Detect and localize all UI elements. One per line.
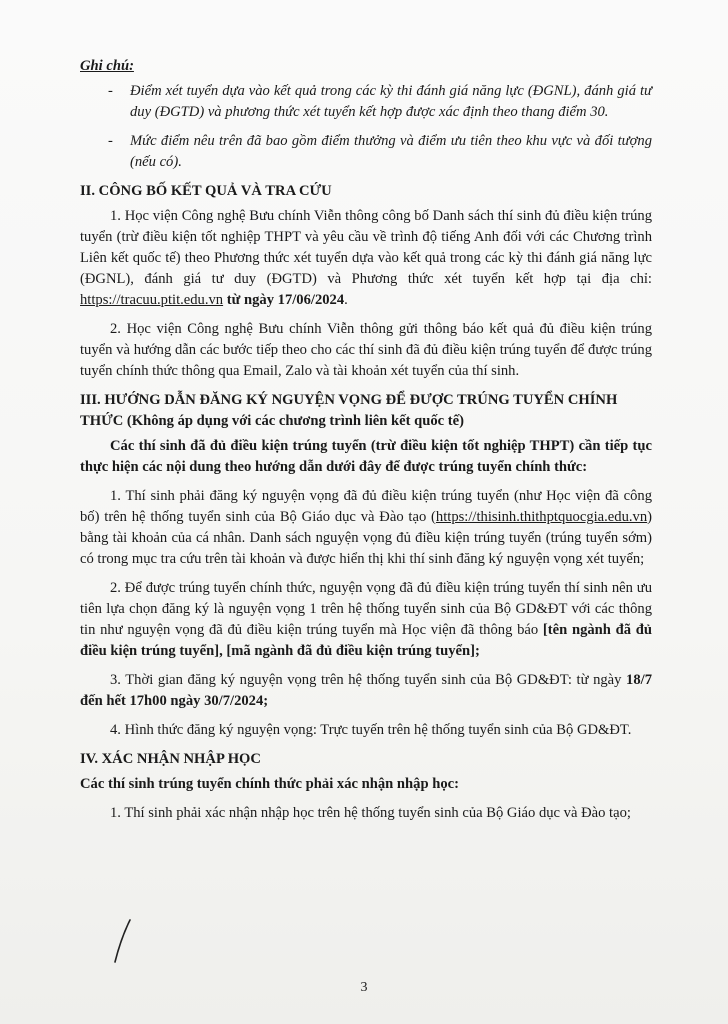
note-item-1	[80, 81, 652, 123]
section-3-paragraph-2	[80, 578, 652, 662]
s3-p2-text: 2. Để được trúng tuyển chính thức, nguyện vọng đã đủ điều kiện trúng tuyển thí sinh nên ưu tiên lựa chọn đăng ký là nguyện vọng 1 trên hệ thống tuyển sinh của Bộ GD&ĐT với các thông tin như nguyện vọng đã đủ điều kiện trúng tuyển mà Học viện đã thông báo	[80, 580, 652, 638]
section-4-intro: Các thí sinh trúng tuyển chính thức phải xác nhận nhập học:	[80, 776, 459, 792]
note-text-2: Mức điểm nêu trên đã bao gồm điểm thưởng và điểm ưu tiên theo khu vực và đối tượng (nếu có).	[130, 133, 652, 170]
tracuu-link[interactable]: https://tracuu.ptit.edu.vn	[80, 292, 224, 308]
section-2-paragraph-1	[80, 206, 652, 311]
section-4-paragraph-1: 1. Thí sinh phải xác nhận nhập học trên hệ thống tuyển sinh của Bộ Giáo dục và Đào tạo;	[110, 805, 631, 821]
page-number: 3	[360, 980, 368, 995]
s2-p1-end: .	[344, 292, 348, 308]
section-3-paragraph-3	[80, 670, 652, 712]
bullet-dash: -	[108, 133, 113, 149]
notes-title: Ghi chú:	[80, 58, 134, 74]
section-2-paragraph-2: 2. Học viện Công nghệ Bưu chính Viễn thông gửi thông báo kết quả đủ điều kiện trúng tuyển và hướng dẫn các bước tiếp theo cho các thí sinh đã đủ điều kiện trúng tuyển để được trúng tuyển chính thức thông qua Email, Zalo và tài khoản xét tuyển của thí sinh.	[80, 321, 652, 379]
thisinh-link[interactable]: https://thisinh.thithptquocgia.edu.vn	[435, 509, 648, 525]
s3-p2-bold1: [tên ngành đã đủ điều kiện trúng tuyển]	[80, 622, 652, 659]
s3-p2-sep: ,	[219, 643, 227, 659]
section-2-heading: II. CÔNG BỐ KẾT QUẢ VÀ TRA CỨU	[80, 183, 332, 199]
s3-p2-bold2: [mã ngành đã đủ điều kiện trúng tuyển]	[226, 643, 475, 659]
s2-p1-date: từ ngày 17/06/2024	[223, 292, 345, 308]
section-3-paragraph-4: 4. Hình thức đăng ký nguyện vọng: Trực tuyến trên hệ thống tuyển sinh của Bộ GD&ĐT.	[110, 722, 632, 738]
pen-mark-icon	[112, 918, 134, 964]
document-body	[80, 56, 652, 832]
s3-p2-end: ;	[474, 643, 480, 659]
s3-p3-text: 3. Thời gian đăng ký nguyện vọng trên hệ thống tuyển sinh của Bộ GD&ĐT: từ ngày	[110, 672, 627, 688]
s3-p1-a: 1. Thí sinh phải đăng ký nguyện vọng đã đủ điều kiện trúng tuyển (như Học viện đã công bố) trên hệ thống tuyển sinh của Bộ Giáo dục và Đào tạo (	[80, 488, 652, 525]
note-item-2	[80, 131, 652, 173]
s3-p1-b: ) bằng tài khoản của cá nhân. Danh sách nguyện vọng đủ điều kiện trúng tuyển (trúng tuyển sớm) có trong mục tra cứu trên tài khoản và được hiển thị khi thí sinh đăng ký nguyện vọng xét tuyển;	[80, 509, 652, 567]
s2-p1-text: 1. Học viện Công nghệ Bưu chính Viễn thông công bố Danh sách thí sinh đủ điều kiện trúng tuyển (trừ điều kiện tốt nghiệp THPT và yêu cầu về trình độ tiếng Anh đối với các Chương trình Liên kết quốc tế) theo Phương thức xét tuyển dựa vào kết quả trong các kỳ thi đánh giá năng lực (ĐGNL), đánh giá tư duy (ĐGTD) và Phương thức xét tuyển kết hợp tại địa chỉ:	[80, 208, 652, 287]
s3-p3-bold: 18/7 đến hết 17h00 ngày 30/7/2024;	[80, 672, 652, 709]
section-3-paragraph-1	[80, 486, 652, 570]
note-text-1: Điểm xét tuyển dựa vào kết quả trong các kỳ thi đánh giá năng lực (ĐGNL), đánh giá tư duy (ĐGTD) và phương thức xét tuyển kết hợp được xác định theo thang điểm 30.	[130, 83, 652, 120]
bullet-dash: -	[108, 83, 113, 99]
section-4-heading: IV. XÁC NHẬN NHẬP HỌC	[80, 751, 261, 767]
section-3-intro: Các thí sinh đã đủ điều kiện trúng tuyển (trừ điều kiện tốt nghiệp THPT) cần tiếp tục thực hiện các nội dung theo hướng dẫn dưới đây để được trúng tuyển chính thức:	[80, 438, 652, 475]
section-3-heading: III. HƯỚNG DẪN ĐĂNG KÝ NGUYỆN VỌNG ĐỂ ĐƯỢC TRÚNG TUYỂN CHÍNH THỨC (Không áp dụng với các chương trình liên kết quốc tế)	[80, 392, 618, 429]
